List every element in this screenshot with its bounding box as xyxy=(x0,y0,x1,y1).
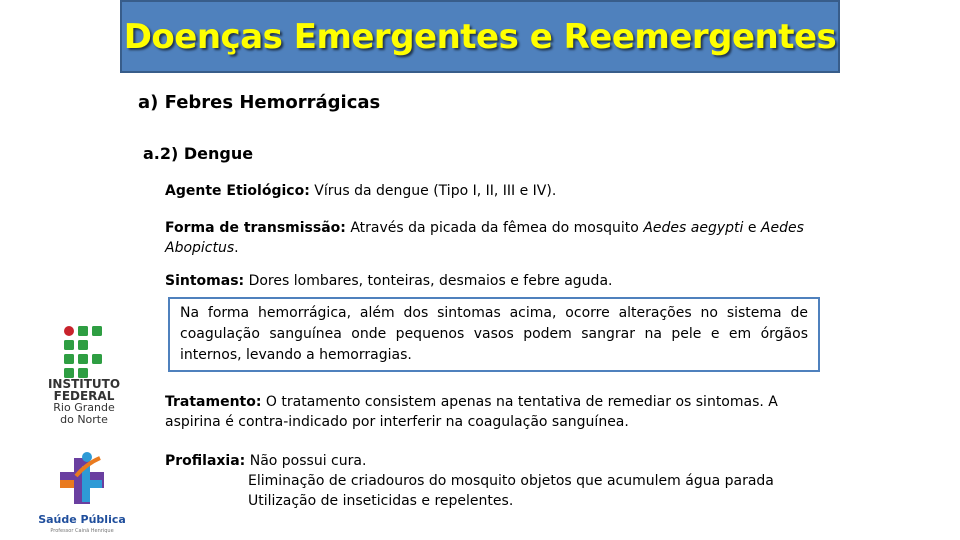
hemorrhagic-note-box: Na forma hemorrágica, além dos sintomas acima, ocorre alterações no sistema de coagulação sanguínea onde pequenos vasos podem sangrar na pele e em órgãos internos, levando a hemorragias. xyxy=(168,297,820,372)
profilaxia-line-2: Eliminação de criadouros do mosquito objetos que acumulem água parada xyxy=(248,473,774,489)
species-aedes-aegypti: Aedes aegypti xyxy=(643,220,744,236)
sintomas-text: Dores lombares, tonteiras, desmaios e febre aguda. xyxy=(244,273,613,289)
profilaxia-line-1: Não possui cura. xyxy=(245,453,367,469)
ifrn-logo xyxy=(40,322,128,432)
ifrn-wordmark xyxy=(40,378,128,426)
ifrn-line-1: INSTITUTO xyxy=(47,377,121,391)
forma-text-1: Através da picada da fêmea do mosquito xyxy=(345,220,644,236)
forma-label: Forma de transmissão: xyxy=(165,220,346,236)
sintomas-paragraph xyxy=(165,271,612,291)
agente-paragraph xyxy=(165,181,556,201)
saude-publica-subtitle: Professor Cainã Henrique xyxy=(50,528,114,534)
forma-text-2: e xyxy=(743,220,761,236)
profilaxia-line-3: Utilização de inseticidas e repelentes. xyxy=(248,493,514,509)
slide-title: Doenças Emergentes e Reemergentes xyxy=(123,16,837,57)
agente-label: Agente Etiológico: xyxy=(165,183,310,199)
title-banner xyxy=(120,0,840,73)
forma-text-3: . xyxy=(234,240,239,256)
tratamento-text: O tratamento consistem apenas na tentativa de remediar os sintomas. A aspirina é contra-indicado por interferir na coagulação sanguínea. xyxy=(165,394,778,430)
sintomas-label: Sintomas: xyxy=(165,273,245,289)
ifrn-line-2: FEDERAL xyxy=(53,389,115,403)
tratamento-label: Tratamento: xyxy=(165,394,262,410)
ifrn-line-4: do Norte xyxy=(60,413,108,426)
profilaxia-label: Profilaxia: xyxy=(165,453,246,469)
saude-publica-name: Saúde Pública xyxy=(38,513,126,526)
ifrn-line-3: Rio Grande xyxy=(53,401,115,414)
agente-text: Vírus da dengue (Tipo I, II, III e IV). xyxy=(309,183,557,199)
ifrn-squares-icon xyxy=(64,326,102,380)
subsection-heading-dengue: a.2) Dengue xyxy=(143,144,254,163)
saude-cross-icon xyxy=(54,450,110,512)
tratamento-paragraph xyxy=(165,392,805,432)
profilaxia-paragraph xyxy=(165,451,825,511)
forma-paragraph xyxy=(165,218,825,258)
section-heading-febres: a) Febres Hemorrágicas xyxy=(138,92,381,113)
species-aedes-abopictus: Aedes Abopictus xyxy=(165,220,804,256)
saude-publica-logo xyxy=(36,448,128,538)
